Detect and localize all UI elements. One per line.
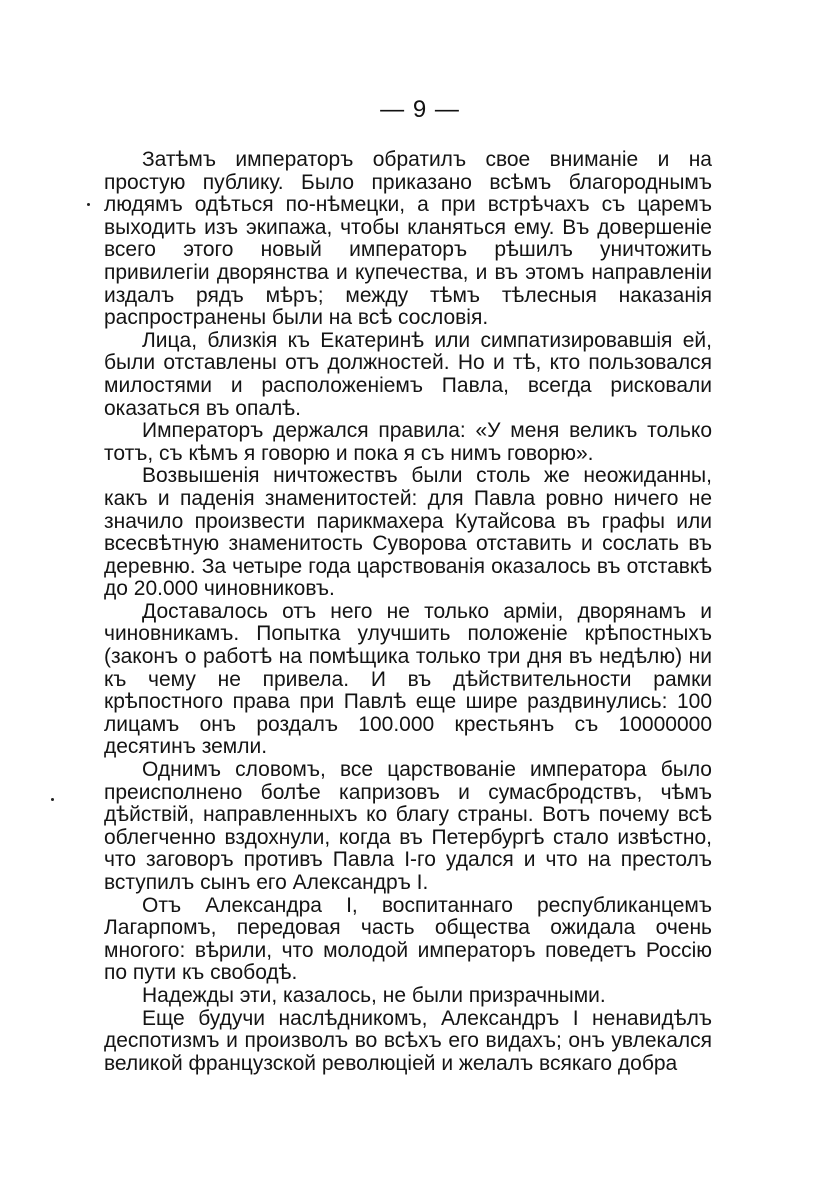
page-number: — 9 — bbox=[380, 96, 460, 123]
paragraph: Еще будучи наслѣдникомъ, Александръ I ненавидѣлъ деспотизмъ и произволъ во всѣхъ его видахъ; онъ увлекался великой французской революціей и желалъ всякаго добра bbox=[104, 1006, 712, 1075]
speck bbox=[51, 798, 54, 801]
paragraph: Однимъ словомъ, все царствованіе императора было преисполнено болѣе капризовъ и сумасбродствъ, чѣмъ дѣйствій, направленныхъ ко благу страны. Вотъ почему всѣ облегченно вздохнули, когда въ Петербургѣ стало извѣстно, что заговоръ противъ Павла I-го удался и что на престолъ вступилъ сынъ его Александръ I. bbox=[104, 758, 712, 894]
paragraph: Лица, близкія къ Екатеринѣ или симпатизировавшія ей, были отставлены отъ должностей. Но и тѣ, кто пользовался милостями и расположеніемъ Павла, всегда рисковали оказаться въ опалѣ. bbox=[104, 328, 712, 420]
body-text bbox=[104, 149, 712, 1075]
paragraph: Отъ Александра I, воспитаннаго республиканцемъ Лагарпомъ, передовая часть общества ожидала очень многого: вѣрили, что молодой императоръ поведетъ Россію по пути къ свободѣ. bbox=[104, 893, 712, 985]
paragraph: Затѣмъ императоръ обратилъ свое вниманіе и на простую публику. Было приказано всѣмъ благороднымъ людямъ одѣться по-нѣмецки, а при встрѣчахъ съ царемъ выходить изъ экипажа, чтобы кланяться ему. Въ довершеніе всего этого новый императоръ рѣшилъ уничтожить привилегіи дворянства и купечества, и въ этомъ направленіи издалъ рядъ мѣръ; между тѣмъ тѣлесныя наказанія распространены были на всѣ сословія. bbox=[104, 148, 712, 330]
speck bbox=[87, 203, 90, 206]
paragraph: Доставалось отъ него не только арміи, дворянамъ и чиновникамъ. Попытка улучшить положеніе крѣпостныхъ (законъ о работѣ на помѣщика только три дня въ недѣлю) ни къ чему не привела. И въ дѣйствительности рамки крѣпостного права при Павлѣ еще шире раздвинулись: 100 лицамъ онъ роздалъ 100.000 крестьянъ съ 10000000 десятинъ земли. bbox=[104, 599, 712, 759]
paragraph: Надежды эти, казалось, не были призрачными. bbox=[142, 983, 606, 1007]
paragraph: Возвышенія ничтожествъ были столь же неожиданны, какъ и паденія знаменитостей: для Павла ровно ничего не значило произвести парикмахера Кутайсова въ графы или всесвѣтную знаменитость Суворова отставить и сослать въ деревню. За четыре года царствованія оказалось въ отставкѣ до 20.000 чиновниковъ. bbox=[104, 464, 712, 601]
paragraph: Императоръ держался правила: «У меня великъ только тотъ, съ кѣмъ я говорю и пока я съ нимъ говорю». bbox=[104, 419, 712, 465]
